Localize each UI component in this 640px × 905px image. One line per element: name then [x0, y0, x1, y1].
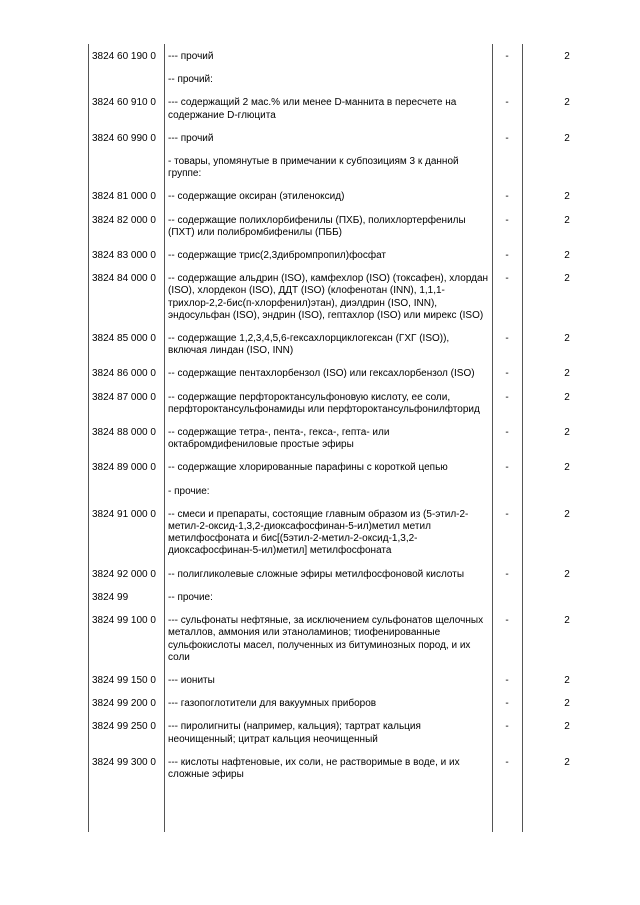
table-row [88, 273, 612, 333]
description-cell: --- газопоглотители для вакуумных приборов [168, 698, 377, 710]
duty-rate-cell: 2 [564, 51, 570, 62]
unit-cell: - [505, 615, 509, 627]
commodity-code-cell: 3824 99 250 0 [92, 721, 156, 733]
unit-cell [492, 486, 522, 509]
commodity-code-cell: 3824 91 000 0 [92, 508, 156, 520]
commodity-code-cell: 3824 99 [92, 591, 129, 603]
unit-cell: - [505, 568, 509, 580]
duty-rate-cell: 2 [564, 615, 570, 627]
duty-rate-cell: 2 [564, 721, 570, 733]
description-cell: - прочие: [168, 485, 210, 497]
unit-cell: - [505, 462, 509, 474]
unit-cell [492, 74, 522, 97]
unit-cell: - [505, 97, 509, 109]
unit-cell: - [505, 368, 509, 380]
tariff-table [88, 51, 612, 792]
table-row [88, 427, 612, 462]
commodity-code-cell [88, 486, 164, 509]
commodity-code-cell: 3824 60 910 0 [92, 97, 156, 109]
table-row [88, 333, 612, 368]
unit-cell: - [505, 391, 509, 403]
description-cell: -- содержащие перфтороктансульфоновую кислоту, ее соли, перфтороктансульфонамиды или перфтороктансульфонилфторид [168, 391, 480, 415]
description-cell: -- смеси и препараты, состоящие главным образом из (5-этил-2-метил-2-оксид-1,3,2-диоксафосфинан-5-ил)метил метил метилфосфоната и бис[(5этил-2-метил-2-оксид-1,3,2-диоксафосфинан-5-ил)метил] метилфосфоната [168, 508, 469, 557]
duty-rate-cell: 2 [564, 368, 570, 380]
description-cell: --- пиролигниты (например, кальция); тартрат кальция неочищенный; цитрат кальция неочищенный [168, 721, 421, 745]
description-cell: --- сульфонаты нефтяные, за исключением сульфонатов щелочных металлов, аммония или этаноламинов; тиофенированные сульфокислоты масел, полученных из битуминозных пород, и их соли [168, 615, 484, 663]
table-row [88, 698, 612, 721]
unit-cell: - [505, 250, 509, 262]
unit-cell [492, 592, 522, 615]
duty-rate-cell: 2 [564, 568, 570, 580]
commodity-code-cell [88, 74, 164, 97]
description-cell: -- содержащие оксиран (этиленоксид) [168, 191, 345, 203]
unit-cell: - [505, 427, 509, 439]
table-row [88, 215, 612, 250]
unit-cell: - [505, 333, 509, 345]
description-cell: -- содержащие трис(2,3дибромпропил)фосфат [168, 250, 387, 262]
description-cell: --- содержащий 2 мас.% или менее D-маннита в пересчете на содержание D-глюцита [168, 97, 457, 121]
table-row [88, 509, 612, 569]
description-cell: -- полигликолевые сложные эфиры метилфосфоновой кислоты [168, 568, 465, 580]
table-row [88, 615, 612, 675]
description-cell: -- прочие: [168, 591, 213, 603]
commodity-code-cell: 3824 60 990 0 [92, 132, 156, 144]
commodity-code-cell: 3824 85 000 0 [92, 333, 156, 345]
description-cell: --- прочий [168, 132, 214, 144]
commodity-code-cell: 3824 99 100 0 [92, 615, 156, 627]
duty-rate-cell [522, 74, 612, 97]
commodity-code-cell: 3824 84 000 0 [92, 273, 156, 285]
table-row [88, 74, 612, 97]
commodity-code-cell: 3824 83 000 0 [92, 250, 156, 262]
duty-rate-cell: 2 [564, 132, 570, 144]
table-row [88, 592, 612, 615]
commodity-code-cell: 3824 99 200 0 [92, 698, 156, 710]
commodity-code-cell: 3824 89 000 0 [92, 462, 156, 474]
unit-cell: - [505, 508, 509, 520]
table-row [88, 368, 612, 391]
unit-cell: - [505, 214, 509, 226]
description-cell: -- прочий: [168, 74, 213, 86]
table-row [88, 51, 612, 74]
duty-rate-cell: 2 [564, 250, 570, 262]
duty-rate-cell: 2 [564, 674, 570, 686]
duty-rate-cell: 2 [564, 273, 570, 285]
unit-cell: - [505, 132, 509, 144]
commodity-code-cell [88, 156, 164, 191]
tariff-table-body [88, 51, 612, 792]
unit-cell: - [505, 191, 509, 203]
duty-rate-cell: 2 [564, 333, 570, 345]
description-cell: -- содержащие пентахлорбензол (ISO) или гексахлорбензол (ISO) [168, 368, 475, 380]
duty-rate-cell [522, 592, 612, 615]
description-cell: -- содержащие тетра-, пента-, гекса-, гепта- или октабромдифениловые простые эфиры [168, 427, 390, 451]
description-cell: --- иониты [168, 674, 215, 686]
duty-rate-cell: 2 [564, 97, 570, 109]
duty-rate-cell: 2 [564, 462, 570, 474]
unit-cell: - [505, 674, 509, 686]
description-cell: --- прочий [168, 51, 214, 62]
description-cell: -- содержащие хлорированные парафины с короткой цепью [168, 462, 448, 474]
description-cell: --- кислоты нафтеновые, их соли, не растворимые в воде, и их сложные эфиры [168, 756, 460, 780]
unit-cell: - [505, 51, 509, 62]
description-cell: - товары, упомянутые в примечании к субпозициям 3 к данной группе: [168, 156, 459, 180]
description-cell: -- содержащие полихлорбифенилы (ПХБ), полихлортерфенилы (ПХТ) или полибромбифенилы (ПББ) [168, 214, 466, 238]
table-row [88, 757, 612, 792]
description-cell: -- содержащие альдрин (ISO), камфехлор (ISO) (токсафен), хлордан (ISO), хлордекон (ISO), ДДТ (ISO) (клофенотан (INN), 1,1,1-трихлор-2,2-бис(п-хлорфенил)этан), диэлдрин (ISO, INN), эндосульфан (ISO), эндрин (ISO), гептахлор (ISO) или мирекс (ISO) [168, 273, 489, 321]
commodity-code-cell: 3824 87 000 0 [92, 391, 156, 403]
duty-rate-cell: 2 [564, 698, 570, 710]
table-row [88, 156, 612, 191]
commodity-code-cell: 3824 99 300 0 [92, 756, 156, 768]
commodity-code-cell: 3824 82 000 0 [92, 214, 156, 226]
table-row [88, 191, 612, 214]
unit-cell: - [505, 273, 509, 285]
duty-rate-cell: 2 [564, 391, 570, 403]
commodity-code-cell: 3824 86 000 0 [92, 368, 156, 380]
table-row [88, 97, 612, 132]
table-row [88, 569, 612, 592]
table-row [88, 392, 612, 427]
duty-rate-cell: 2 [564, 191, 570, 203]
table-row [88, 486, 612, 509]
duty-rate-cell [522, 156, 612, 191]
unit-cell: - [505, 698, 509, 710]
table-row [88, 462, 612, 485]
duty-rate-cell: 2 [564, 214, 570, 226]
table-row [88, 133, 612, 156]
description-cell: -- содержащие 1,2,3,4,5,6-гексахлорциклогексан (ГХГ (ISO)), включая линдан (ISO, INN) [168, 333, 450, 357]
table-row [88, 250, 612, 273]
unit-cell: - [505, 721, 509, 733]
unit-cell [492, 156, 522, 191]
table-row [88, 721, 612, 756]
unit-cell: - [505, 756, 509, 768]
duty-rate-cell [522, 486, 612, 509]
commodity-code-cell: 3824 88 000 0 [92, 427, 156, 439]
table-row [88, 675, 612, 698]
commodity-code-cell: 3824 60 190 0 [92, 51, 156, 62]
commodity-code-cell: 3824 99 150 0 [92, 674, 156, 686]
duty-rate-cell: 2 [564, 508, 570, 520]
duty-rate-cell: 2 [564, 756, 570, 768]
commodity-code-cell: 3824 92 000 0 [92, 568, 156, 580]
commodity-code-cell: 3824 81 000 0 [92, 191, 156, 203]
duty-rate-cell: 2 [564, 427, 570, 439]
